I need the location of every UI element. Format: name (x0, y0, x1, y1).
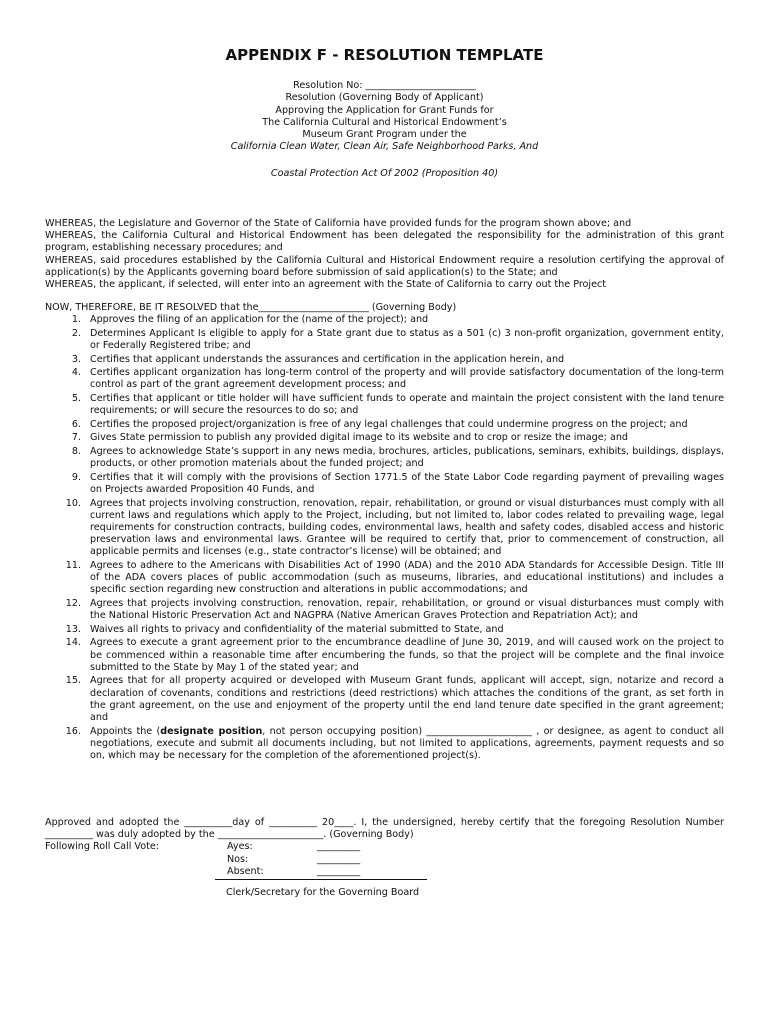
list-item: 9. Certifies that it will comply with the provisions of Section 1771.5 of the State Labor Code regarding payment of prevailing wages on Projects awarded Proposition 40 Funds, and (71, 471, 724, 495)
document-title: APPENDIX F - RESOLUTION TEMPLATE (225, 46, 544, 64)
resolved-section (45, 302, 724, 764)
header-line-4: The California Cultural and Historical Endowment’s (262, 116, 507, 128)
governing-body-line: Resolution (Governing Body of Applicant) (285, 92, 484, 104)
header-line-3: Approving the Application for Grant Funds for (275, 104, 494, 116)
list-item: 13. Waives all rights to privacy and confidentiality of the material submitted to State, and (65, 623, 504, 635)
whereas-clause: WHEREAS, the applicant, if selected, will enter into an agreement with the State of California to carry out the Project (45, 279, 607, 291)
list-item: 7. Gives State permission to publish any provided digital image to its website and to crop or resize the image; and (71, 432, 628, 444)
list-item: 14. Agrees to execute a grant agreement prior to the encumbrance deadline of June 30, 2019, and will caused work on the project to be commenced within a reasonable time after encumbering the funds, so that the project will be complete and the final invoice submitted to the State by May 1 of the stated year; and (65, 637, 724, 673)
list-item: 16. Appoints the (designate position, not person occupying position) ______________________ , or designee, as agent to conduct all negotiations, execute and submit all documents including, but not limited to applications, agreements, payment requests and so on, which may be necessary for the completion of the aforementioned project(s). (65, 725, 724, 761)
whereas-section (45, 218, 724, 291)
header-line-6: California Clean Water, Clean Air, Safe Neighborhood Parks, And (230, 141, 539, 153)
list-item: 5. Certifies that applicant or title holder will have sufficient funds to operate and maintain the project consistent with the land tenure requirements; or will secure the resources to do so; and (71, 392, 724, 417)
list-item: 8. Agrees to acknowledge State’s support in any news media, brochures, articles, publications, seminars, exhibits, buildings, displays, products, or other promotion materials about the funded project; and (71, 445, 724, 470)
list-item: 6. Certifies the proposed project/organization is free of any legal challenges that could undermine progress on the project; and (71, 418, 688, 430)
whereas-clause: WHEREAS, the California Cultural and Historical Endowment has been delegated the responsibility for the administration of this grant program, establishing necessary procedures; and (45, 230, 724, 254)
designate-position-emphasis: designate position (160, 725, 263, 737)
signature-line (215, 879, 427, 880)
list-item: 11. Agrees to adhere to the Americans with Disabilities Act of 1990 (ADA) and the 2010 ADA Standards for Accessible Design. Title III of the ADA covers places of public accommodation (such as museums, libraries, and educational institutions) and includes a specific section regarding new construction and alterations in public accommodations; and (65, 559, 724, 596)
absent-row: Absent: _________ (227, 865, 361, 877)
roll-call-label: Following Roll Call Vote: (45, 841, 160, 853)
approval-statement: Approved and adopted the __________day of __________ 20____. I, the undersigned, hereby certify that the foregoing Resolution Number __________ was duly adopted by the ______________________. (Governing Body) (45, 817, 724, 841)
header-line-7: Coastal Protection Act Of 2002 (Proposition 40) (270, 167, 499, 179)
resolution-number: Resolution No: _______________________ (293, 80, 476, 91)
resolution-header (45, 80, 724, 180)
list-item: 12. Agrees that projects involving construction, renovation, repair, rehabilitation, or ground or visual disturbances must comply with the National Historic Preservation Act and NAGPRA (Native American Graves Protection and Repatriation Act); and (65, 597, 724, 622)
header-line-5: Museum Grant Program under the (302, 129, 467, 141)
resolved-intro: NOW, THEREFORE, BE IT RESOLVED that the_______________________ (Governing Body) (45, 302, 457, 313)
list-item: 3. Certifies that applicant understands the assurances and certification in the application herein, and (71, 353, 565, 365)
ayes-row: Ayes: _________ (227, 841, 361, 853)
list-item: 4. Certifies applicant organization has long-term control of the property and will provide satisfactory documentation of the long-term control as part of the grant agreement development process; and (71, 367, 724, 391)
resolution-items (45, 314, 724, 762)
whereas-clause: WHEREAS, the Legislature and Governor of the State of California have provided funds for the program shown above; and (45, 218, 632, 229)
list-item: 10. Agrees that projects involving construction, renovation, repair, rehabilitation, or ground or visual disturbances must comply with all current laws and regulations which apply to the Project, including, but not limited to, labor codes related to prevailing wage, legal requirements for construction contracts, building codes, environmental laws, health and safety codes, disabled access and historic preservation laws and environmental laws. Grantee will be required to certify that, prior to commencement of construction, all applicable permits and licenses (e.g., state contractor’s license) will be obtained; and (65, 497, 724, 558)
list-item: 15. Agrees that for all property acquired or developed with Museum Grant funds, applicant will accept, sign, notarize and record a declaration of covenants, conditions and restrictions (deed restrictions) which attaches the conditions of the grant, as set forth in the grant agreement, on the use and enjoyment of the property until the end land tenure date specified in the grant agreement; and (65, 675, 724, 723)
list-item: 2. Determines Applicant Is eligible to apply for a State grant due to status as a 501 (c) 3 non-profit organization, government entity, or Federally Registered tribe; and (71, 327, 724, 351)
whereas-clause: WHEREAS, said procedures established by the California Cultural and Historical Endowment require a resolution certifying the approval of application(s) by the Applicants governing board before submission of said application(s) to the State; and (45, 254, 724, 278)
list-item: 1. Approves the filing of an application for the (name of the project); and (71, 314, 429, 326)
nos-row: Nos: _________ (227, 853, 361, 865)
